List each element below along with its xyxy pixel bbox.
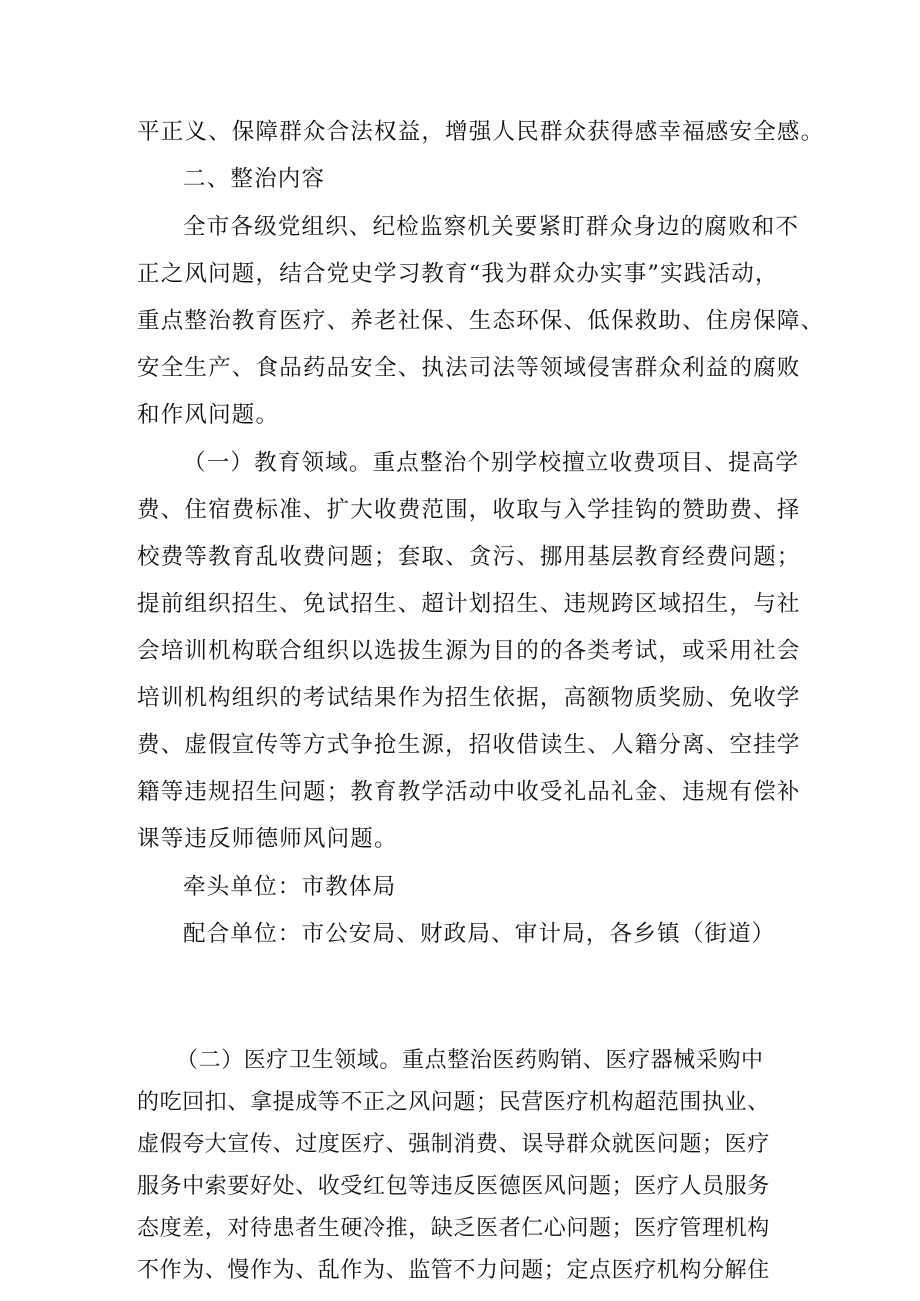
text-line: 的吃回扣、拿提成等不正之风问题；民营医疗机构超范围执业、 — [137, 1090, 770, 1115]
text-line: 全市各级党组织、纪检监察机关要紧盯群众身边的腐败和不 — [183, 214, 800, 240]
text-line: 正之风问题，结合党史学习教育“我为群众办实事”实践活动， — [137, 261, 779, 287]
subsection-heading: （二）医疗卫生领域。重点整治医药购销、医疗器械采购中 — [176, 1048, 764, 1073]
text-line: 提前组织招生、免试招生、超计划招生、违规跨区域招生，与社 — [137, 591, 801, 617]
text-line: 籍等违规招生问题；教育教学活动中收受礼品礼金、违规有偿补 — [137, 779, 801, 805]
text-line: 安全生产、食品药品安全、执法司法等领域侵害群众利益的腐败 — [137, 355, 801, 381]
section-heading: 二、整治内容 — [183, 166, 326, 192]
text-line: 校费等教育乱收费问题；套取、贪污、挪用基层教育经费问题； — [137, 544, 801, 570]
cooperating-units-line: 配合单位：市公安局、财政局、审计局，各乡镇（街道） — [183, 921, 776, 947]
subsection-heading: （一）教育领域。重点整治个别学校擅立收费项目、提高学 — [183, 450, 800, 476]
text-line: 费、住宿费标准、扩大收费范围，收取与入学挂钩的赞助费、择 — [137, 497, 801, 523]
text-line: 不作为、慢作为、乱作为、监管不力问题；定点医疗机构分解住 — [137, 1258, 770, 1283]
text-line: 平正义、保障群众合法权益，增强人民群众获得感幸福感安全感。 — [137, 119, 825, 145]
text-line: 态度差，对待患者生硬冷推，缺乏医者仁心问题；医疗管理机构 — [137, 1216, 770, 1241]
text-line: 费、虚假宣传等方式争抢生源，招收借读生、人籍分离、空挂学 — [137, 732, 801, 758]
text-line: 会培训机构联合组织以选拔生源为目的的各类考试，或采用社会 — [137, 638, 801, 664]
text-line: 服务中索要好处、收受红包等违反医德医风问题；医疗人员服务 — [137, 1174, 770, 1199]
lead-unit-line: 牵头单位：市教体局 — [183, 874, 397, 900]
text-line: 重点整治教育医疗、养老社保、生态环保、低保救助、住房保障、 — [137, 308, 825, 334]
text-line: 和作风问题。 — [137, 402, 280, 428]
text-line: 虚假夸大宣传、过度医疗、强制消费、误导群众就医问题；医疗 — [137, 1132, 770, 1157]
text-line: 培训机构组织的考试结果作为招生依据，高额物质奖励、免收学 — [137, 685, 801, 711]
text-line: 课等违反师德师风问题。 — [137, 826, 398, 852]
